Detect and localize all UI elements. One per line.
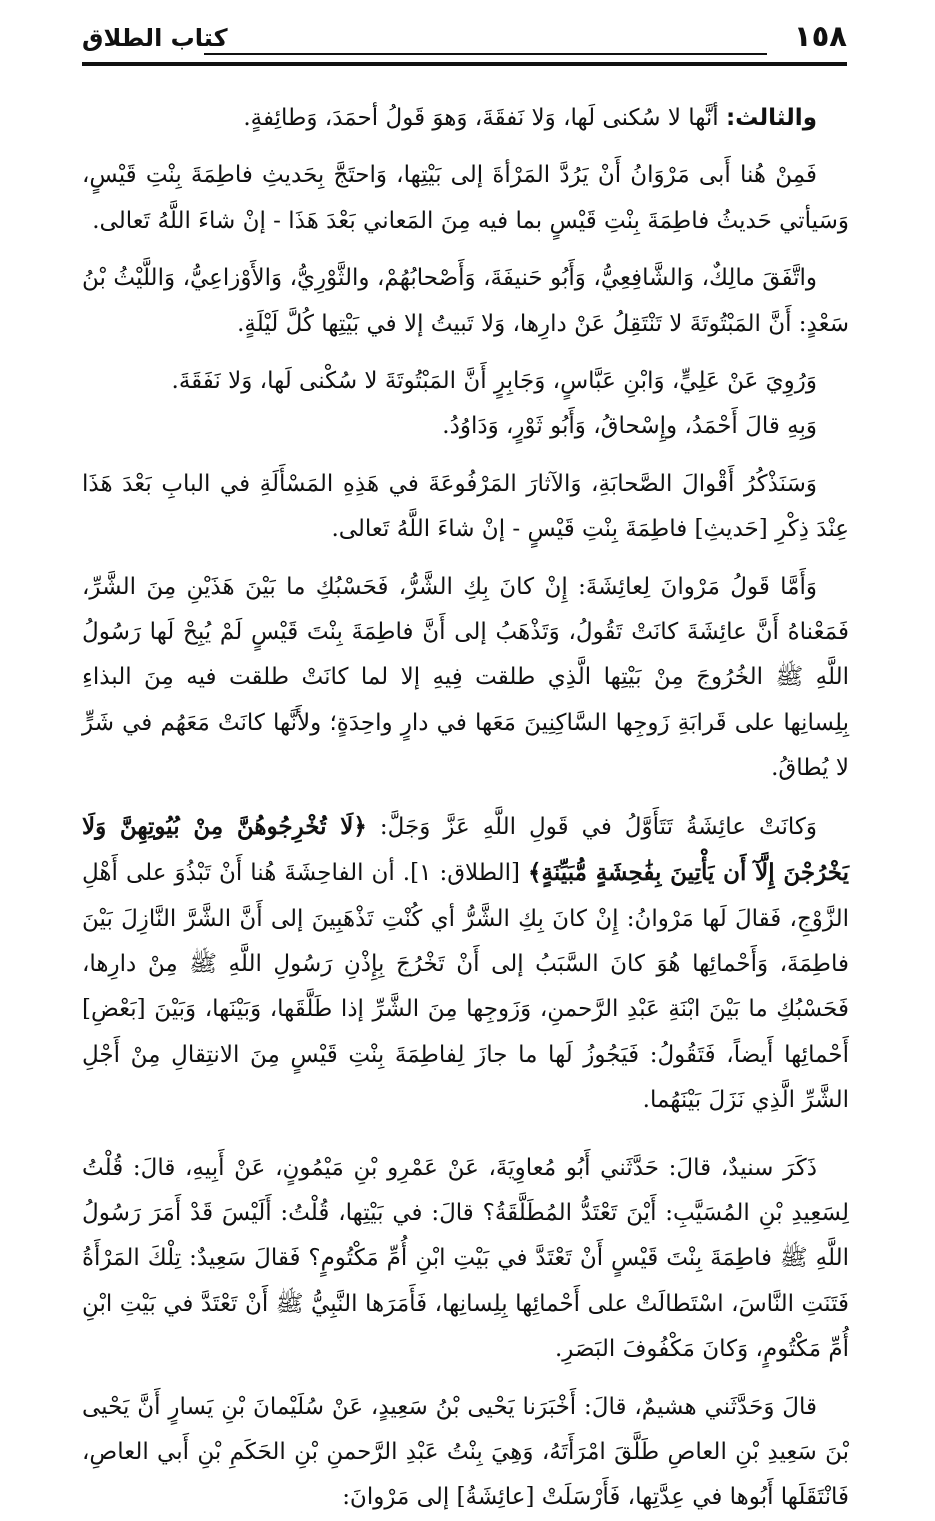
page-number: ١٥٨	[793, 19, 847, 53]
page-body	[82, 96, 849, 1521]
paragraph: وَبِهِ قالَ أَحْمَدُ، وإِسْحاقُ، وَأَبُو ثَوْرٍ، وَدَاوُدُ.	[442, 413, 817, 440]
paragraph: ذَكَرَ سنيدٌ، قالَ: حَدَّثَني أَبُو مُعاوِيَةَ، عَنْ عَمْرِو بْنِ مَيْمُونٍ، عَنْ أَبِيهِ، قالَ: قُلْتُ لِسَعِيدِ بْنِ المُسَيَّبِ: أَيْنَ تَعْتَدُّ المُطَلَّقَةُ؟ قالَ: في بَيْتِها، قُلْتُ: أَلَيْسَ قَدْ أَمَرَ رَسُولُ اللَّهِ ﷺ فاطِمَةَ بِنْتَ قَيْسٍ أَنْ تَعْتَدَّ في بَيْتِ ابْنِ أُمِّ مَكْتُومٍ؟ فَقالَ سَعِيدٌ: تِلْكَ المَرْأَةُ فَتَنَتِ النَّاسَ، اسْتَطالَتْ على أَحْمائِها بِلِسانِها، فَأَمَرَها النَّبِيُّ ﷺ أَنْ تَعْتَدَّ في بَيْتِ ابْنِ أُمِّ مَكْتُومٍ، وَكانَ مَكْفُوفَ البَصَرِ.	[82, 1154, 849, 1363]
paragraph	[82, 804, 849, 1124]
section-lead: والثالث:	[725, 105, 817, 131]
paragraph: واتَّفَقَ مالِكٌ، وَالشَّافِعِيُّ، وَأَبُو حَنيفَةَ، وَأَصْحابُهُمْ، والثَّوْرِيُّ، وَالأَوْزاعِيُّ، وَاللَّيْثُ بْنُ سَعْدٍ: أَنَّ المَبْتُوتَةَ لا تَنْتَقِلُ عَنْ دارِها، وَلا تَبيتُ إلا في بَيْتِها كُلَّ لَيْلَةٍ.	[82, 265, 849, 337]
book-title: كتاب الطلاق	[82, 24, 228, 52]
paragraph-text: وَكانَتْ عائِشَةُ تَتَأَوَّلُ في قَولِ اللَّهِ عَزَّ وَجَلَّ:	[379, 813, 817, 840]
paragraph: وَرُوِيَ عَنْ عَلِيٍّ، وَابْنِ عَبَّاسٍ، وَجَابِرٍ أَنَّ المَبْتُوتَةَ لا سُكْنى لَها، وَلا نَفَقَةَ.	[171, 368, 817, 395]
page-header	[82, 14, 847, 66]
paragraph-text: [الطلاق: ١]. أن الفاحِشَةَ هُنا أَنْ تَبْذُوَ على أَهْلِ الزَّوْجِ، فَقالَ لَها مَرْوانُ: إِنْ كانَ بِكِ الشَّرُّ أي كُنْتِ تَذْهَبِينَ إلى أَنَّ الشَّرَّ النَّازِلَ بَيْنَ فاطِمَةَ، وَأَحْمائِها هُوَ كانَ السَّبَبُ إلى أَنْ تَخْرُجَ بِإِذْنِ رَسُولِ اللَّهِ ﷺ مِنْ دارِها، فَحَسْبُكِ ما بَيْنَ ابْنَةِ عَبْدِ الرَّحمنِ، وَزَوجِها مِنَ الشَّرِّ إذا طَلَّقَها، وَبَيْنَها، وَبَيْنَ [بَعْضِ] أَحْمائِها أَيضاً، فَتَقُولُ: فَيَجُوزُ لَها ما جازَ لِفاطِمَةَ بِنْتِ قَيْسٍ مِنَ الانتِقالِ مِنْ أَجْلِ الشَّرِّ الَّذِي نَزَلَ بَيْنَهُما.	[82, 860, 849, 1114]
paragraph: وَسَنَذْكُرُ أَقْوالَ الصَّحابَةِ، وَالآثارَ المَرْفُوعَةَ في هَذِهِ المَسْأَلَةِ في البابِ بَعْدَ هَذَا عِنْدَ ذِكْرِ [حَديثِ] فاطِمَةَ بِنْتِ قَيْسٍ - إنْ شاءَ اللَّهُ تَعالى.	[82, 470, 849, 543]
paragraph: قالَ وَحَدَّثَني هشيمٌ، قالَ: أَخْبَرَنا يَحْيى بْنُ سَعِيدٍ، عَنْ سُلَيْمانَ بْنِ يَسارٍ أَنَّ يَحْيى بْنَ سَعِيدِ بْنِ العاصِ طَلَّقَ امْرَأَتَهُ، وَهِيَ بِنْتُ عَبْدِ الرَّحمنِ بْنِ الحَكَمِ بْنِ أَبي العاصِ، فَانْتَقَلَها أَبُوها في عِدَّتِها، فَأَرْسَلَتْ [عائِشَةُ] إلى مَرْوانَ:	[82, 1393, 849, 1511]
quran-verse: ﴿لَا تُخْرِجُوهُنَّ مِنْ بُيُوتِهِنَّ وَلَا يَخْرُجْنَ إِلَّآ أَن يَأْتِينَ بِفَٰحِشَةٍ مُّبَيِّنَةٍ﴾	[82, 812, 849, 887]
paragraph	[82, 96, 849, 141]
header-rule	[204, 53, 767, 55]
paragraph: فَمِنْ هُنا أَبى مَرْوَانُ أَنْ يَرُدَّ المَرْأةَ إلى بَيْتِها، وَاحتَجَّ بِحَديثِ فاطِمَةَ بِنْتِ قَيْسٍ، وَسَيأتي حَديثُ فاطِمَةَ بِنْتِ قَيْسٍ بما فيه مِنَ المَعاني بَعْدَ هَذَا - إنْ شاءَ اللَّهُ تَعالى.	[82, 162, 849, 234]
paragraph: وَأَمَّا قَولُ مَرْوانَ لِعائِشَةَ: إِنْ كانَ بِكِ الشَّرُّ، فَحَسْبُكِ ما بَيْنَ هَذَيْنِ مِنَ الشَّرِّ، فَمَعْناهُ أَنَّ عائِشَةَ كانَتْ تَقُولُ، وَتَذْهَبُ إلى أَنَّ فاطِمَةَ بِنْتَ قَيْسٍ لَمْ يُبِحْ لَها رَسُولُ اللَّهِ ﷺ الخُرُوجَ مِنْ بَيْتِها الَّذِي طلقت فِيهِ إلا لما كانَتْ طلقت فيه مِنَ البذاءِ بِلِسانِها على قَرابَةِ زَوجِها السَّاكِنِينَ مَعَها في دارٍ واحِدَةٍ؛ ولأَنَّها كانَتْ مَعَهُم في شَرٍّ لا يُطاقُ.	[82, 573, 849, 782]
paragraph-text: أنَّها لا سُكنى لَها، وَلا نَفقَةَ، وَهوَ قَولُ أحمَدَ، وَطائِفةٍ.	[243, 105, 719, 131]
